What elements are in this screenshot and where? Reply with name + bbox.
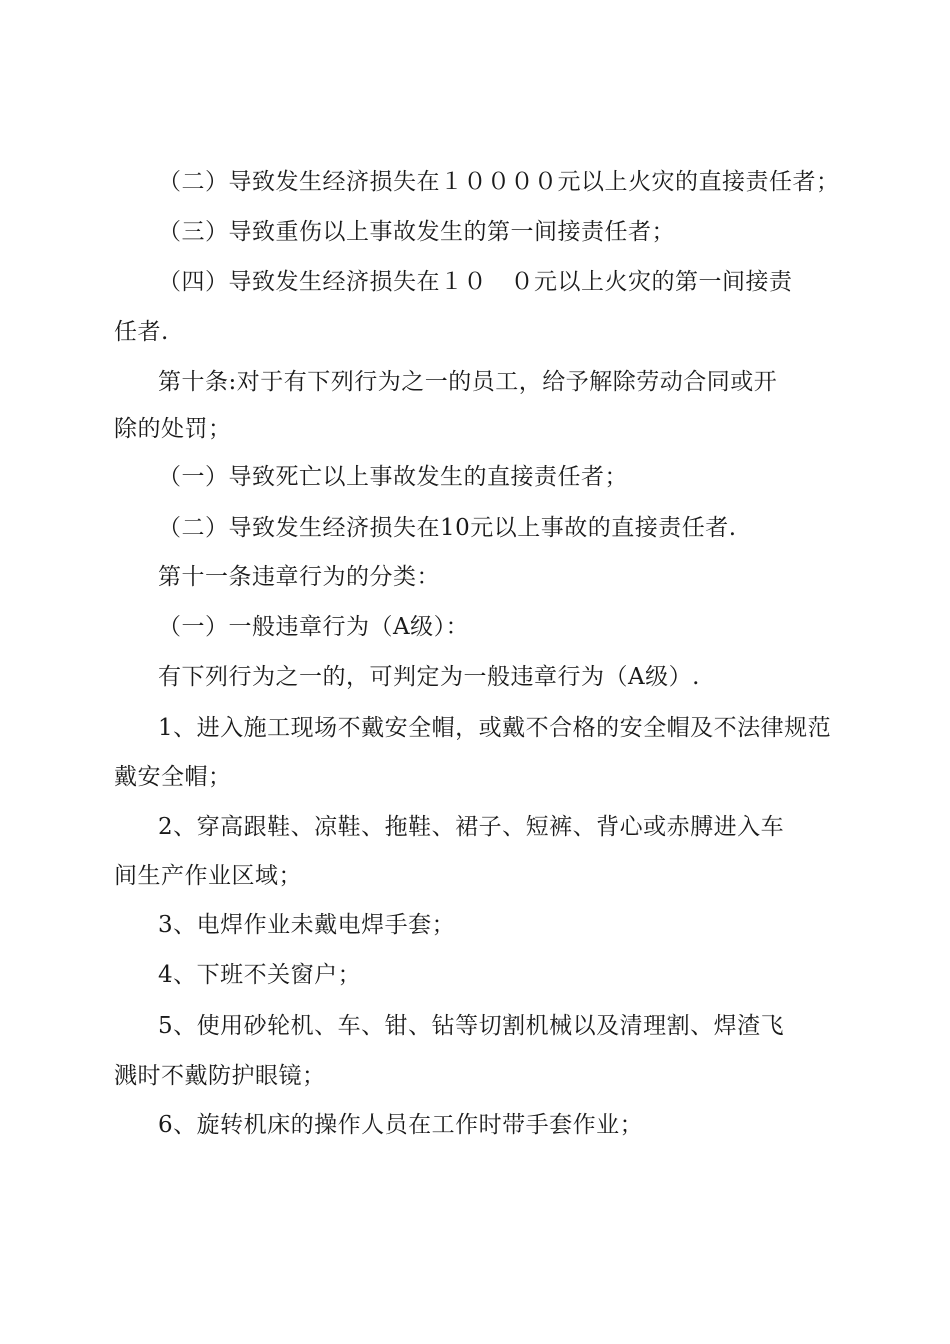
paragraph-line: 4、下班不关窗户；: [158, 962, 362, 988]
paragraph-line: （一）一般违章行为（A级）：: [158, 614, 470, 640]
paragraph-line: 6、旋转机床的操作人员在工作时带手套作业；: [158, 1112, 644, 1138]
paragraph-line: 第十一条违章行为的分类：: [158, 564, 440, 590]
paragraph-line: （二）导致发生经济损失在10元以上事故的直接责任者.: [158, 515, 737, 541]
paragraph-line: 5、使用砂轮机、车、钳、钻等切割机械以及清理割、焊渣飞: [158, 1013, 785, 1039]
paragraph-line: 戴安全帽；: [114, 764, 232, 790]
paragraph-line: 第十条:对于有下列行为之一的员工，给予解除劳动合同或开: [158, 369, 778, 395]
paragraph-line: 1、进入施工现场不戴安全帽，或戴不合格的安全帽及不法律规范: [158, 715, 832, 741]
paragraph-line: 任者.: [114, 319, 169, 345]
paragraph-line: 溅时不戴防护眼镜；: [114, 1063, 326, 1089]
paragraph-line: （三）导致重伤以上事故发生的第一间接责任者；: [158, 219, 675, 245]
paragraph-line: 3、电焊作业未戴电焊手套；: [158, 912, 456, 938]
paragraph-line: 2、穿高跟鞋、凉鞋、拖鞋、裙子、短裤、背心或赤膊进入车: [158, 814, 785, 840]
paragraph-line: （四）导致发生经济损失在１０ ０元以上火灾的第一间接责: [158, 269, 793, 295]
paragraph-line: 间生产作业区域；: [114, 863, 302, 889]
paragraph-line: （一）导致死亡以上事故发生的直接责任者；: [158, 464, 628, 490]
paragraph-line: （二）导致发生经济损失在１００００元以上火灾的直接责任者；: [158, 169, 840, 195]
paragraph-line: 有下列行为之一的，可判定为一般违章行为（A级）.: [158, 664, 700, 690]
paragraph-line: 除的处罚；: [114, 416, 232, 442]
